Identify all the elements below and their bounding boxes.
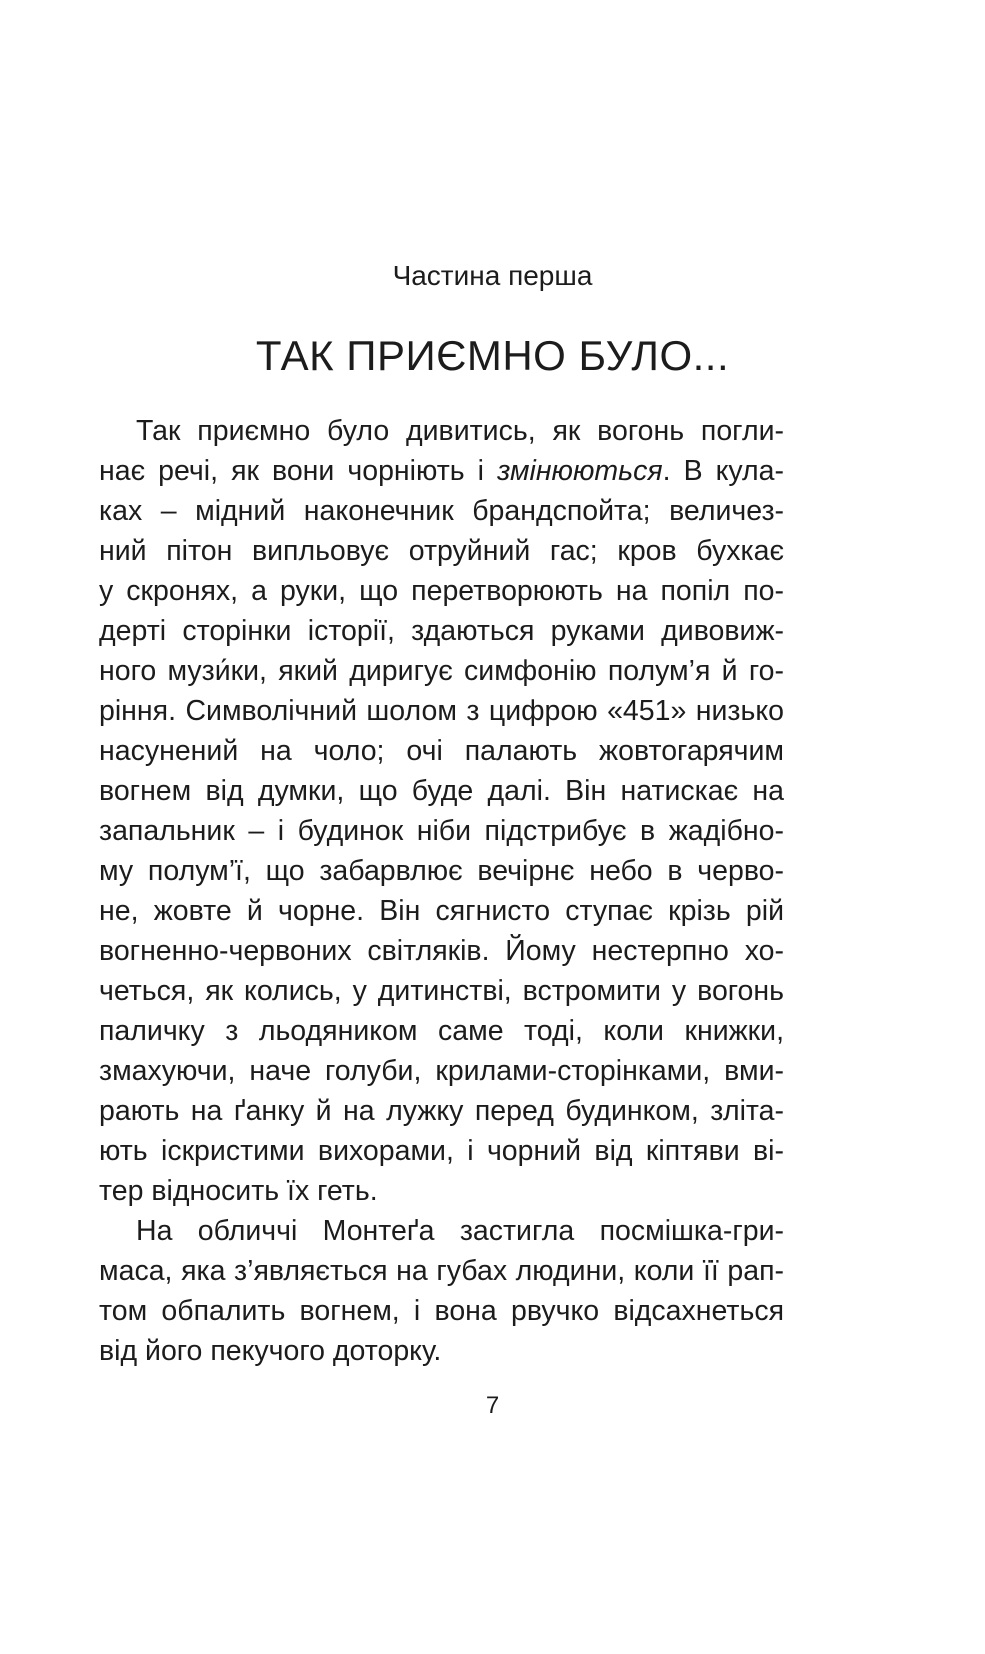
text-line: На обличчі Монтеґа застигла посмішка-гри- [136,1215,784,1247]
text-line: четься, як колись, у дитинстві, встромити у вогонь [99,975,784,1007]
body-text [99,411,784,1371]
text-line: ріння. Символічний шолом з цифрою «451» низько [99,695,784,727]
part-label: Частина перша [392,260,593,291]
text-line: ного музи́ки, який диригує симфонію полум’я й го- [99,655,784,687]
text-line: паличку з льодяником саме тоді, коли книжки, [99,1015,784,1047]
text-line: ках – мідний наконечник брандспойта; величез- [99,495,784,527]
page-number: 7 [485,1392,500,1419]
text-line: насунений на чоло; очі палають жовтогарячим [99,735,784,767]
text-line: вогненно-червоних світляків. Йому нестерпно хо- [99,935,784,967]
text-line: Так приємно було дивитись, як вогонь погли- [136,415,784,447]
text-line: ють іскристими вихорами, і чорний від кіптяви ві- [99,1135,784,1167]
text-line: від його пекучого доторку. [99,1335,442,1367]
emphasized-text: змінюються [497,455,663,487]
text-segment: . В кула- [662,455,784,487]
text-segment: нає речі, як вони чорніють і [99,455,498,487]
text-line [99,451,784,491]
text-line: том обпалить вогнем, і вона рвучко відсахнеться [99,1295,784,1327]
text-line: дерті сторінки історії, здаються руками дивовиж- [99,615,784,647]
paragraph-1 [99,411,784,1211]
text-line: ний пітон випльовує отруйний гас; кров бухкає [99,535,784,567]
chapter-title: ТАК ПРИЄМНО БУЛО... [255,332,730,379]
paragraph-2 [99,1211,784,1371]
text-line: змахуючи, наче голуби, крилами-сторінками, вми- [99,1055,784,1087]
text-line: рають на ґанку й на лужку перед будинком, зліта- [99,1095,784,1127]
text-line: вогнем від думки, що буде далі. Він натискає на [99,775,784,807]
text-line: запальник – і будинок ніби підстрибує в жадібно- [99,815,784,847]
text-line: маса, яка з’являється на губах людини, коли її рап- [99,1255,784,1287]
text-line: у скронях, а руки, що перетворюють на попіл по- [99,575,784,607]
text-line: тер відносить їх геть. [99,1175,378,1207]
text-line: му полум’ї, що забарвлює вечірнє небо в черво- [99,855,784,887]
text-line: не, жовте й чорне. Він сягнисто ступає крізь рій [99,895,784,927]
